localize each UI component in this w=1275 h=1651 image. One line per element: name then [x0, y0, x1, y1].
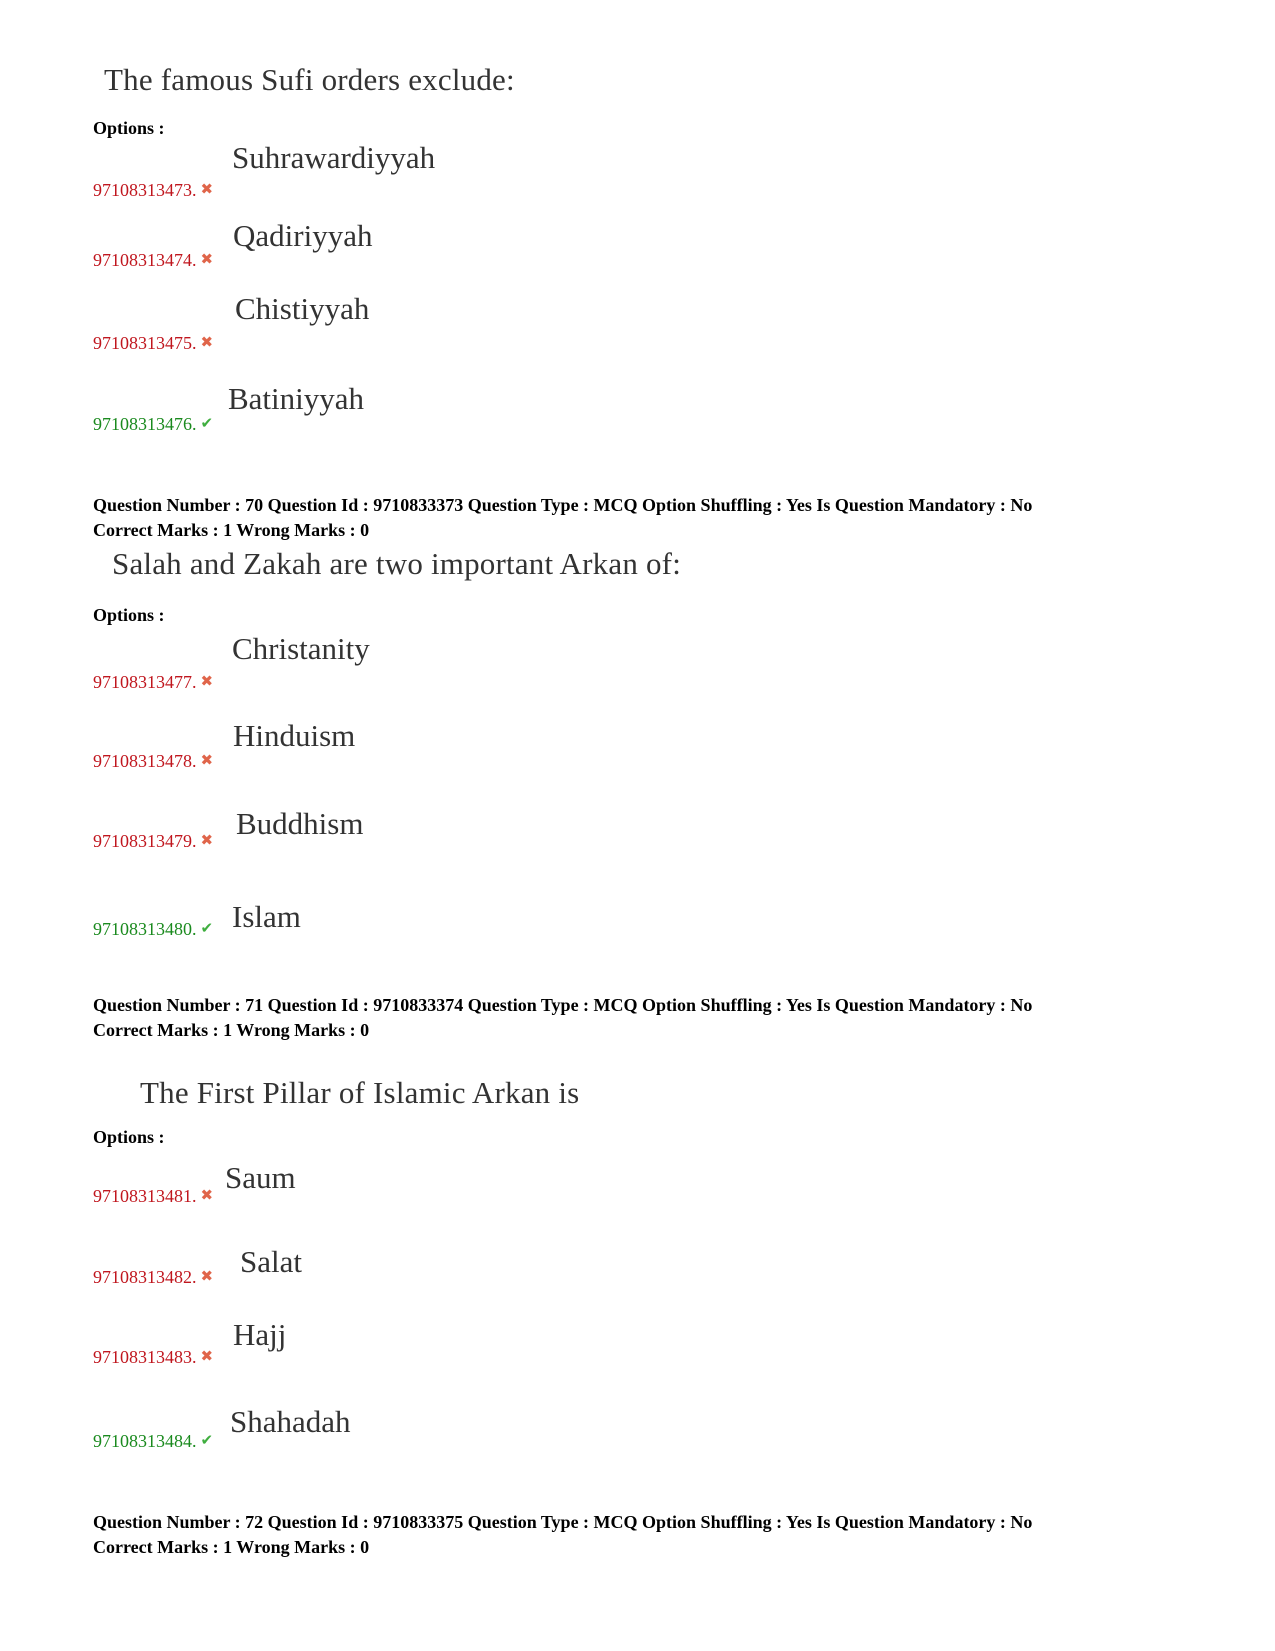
options-label: Options : [93, 1127, 165, 1147]
cross-mark-icon: ✖ [200, 753, 214, 769]
option-row [93, 1347, 213, 1368]
option-text: Islam [232, 899, 301, 934]
option-text: Salat [240, 1244, 302, 1279]
option-row [93, 250, 213, 271]
option-row [93, 1186, 213, 1207]
option-row [93, 1431, 213, 1452]
option-id: 97108313479. [93, 831, 197, 851]
cross-mark-icon: ✖ [200, 833, 214, 849]
option-text: Chistiyyah [235, 291, 370, 326]
option-row [93, 414, 213, 435]
cross-mark-icon: ✖ [200, 182, 214, 198]
option-text: Batiniyyah [228, 381, 365, 416]
option-row [93, 180, 213, 201]
option-row [93, 919, 213, 940]
cross-mark-icon: ✖ [200, 335, 214, 351]
option-text: Christanity [232, 631, 370, 666]
cross-mark-icon: ✖ [200, 252, 214, 268]
option-id: 97108313473. [93, 180, 197, 200]
option-id: 97108313482. [93, 1267, 197, 1287]
question-text: The First Pillar of Islamic Arkan is [140, 1075, 580, 1110]
question-meta: Question Number : 72 Question Id : 9710833375 Question Type : MCQ Option Shuffling : Yes Is Question Mandatory : No [93, 1512, 1033, 1532]
option-id: 97108313476. [93, 414, 197, 434]
question-text: Salah and Zakah are two important Arkan of: [112, 546, 682, 581]
cross-mark-icon: ✖ [200, 1269, 214, 1285]
option-text: Hajj [233, 1317, 287, 1352]
option-row [93, 672, 213, 693]
option-row [93, 751, 213, 772]
option-id: 97108313477. [93, 672, 197, 692]
options-label: Options : [93, 605, 165, 625]
option-id: 97108313474. [93, 250, 197, 270]
options-label: Options : [93, 118, 165, 138]
option-text: Qadiriyyah [233, 218, 373, 253]
option-id: 97108313475. [93, 333, 197, 353]
option-text: Buddhism [236, 806, 364, 841]
option-id: 97108313484. [93, 1431, 197, 1451]
option-text: Suhrawardiyyah [232, 140, 436, 175]
question-marks: Correct Marks : 1 Wrong Marks : 0 [93, 1537, 370, 1557]
option-row [93, 1267, 213, 1288]
check-mark-icon: ✔ [200, 1433, 214, 1449]
option-id: 97108313480. [93, 919, 197, 939]
question-meta: Question Number : 70 Question Id : 9710833373 Question Type : MCQ Option Shuffling : Yes Is Question Mandatory : No [93, 495, 1033, 515]
question-text: The famous Sufi orders exclude: [104, 62, 515, 97]
question-marks: Correct Marks : 1 Wrong Marks : 0 [93, 520, 370, 540]
cross-mark-icon: ✖ [200, 1349, 214, 1365]
cross-mark-icon: ✖ [200, 1188, 214, 1204]
option-id: 97108313481. [93, 1186, 197, 1206]
option-text: Hinduism [233, 718, 356, 753]
check-mark-icon: ✔ [200, 416, 214, 432]
option-id: 97108313483. [93, 1347, 197, 1367]
question-meta: Question Number : 71 Question Id : 9710833374 Question Type : MCQ Option Shuffling : Yes Is Question Mandatory : No [93, 995, 1033, 1015]
option-id: 97108313478. [93, 751, 197, 771]
cross-mark-icon: ✖ [200, 674, 214, 690]
question-marks: Correct Marks : 1 Wrong Marks : 0 [93, 1020, 370, 1040]
option-row [93, 831, 213, 852]
option-text: Shahadah [230, 1404, 351, 1439]
check-mark-icon: ✔ [200, 921, 214, 937]
option-row [93, 333, 213, 354]
option-text: Saum [225, 1160, 296, 1195]
